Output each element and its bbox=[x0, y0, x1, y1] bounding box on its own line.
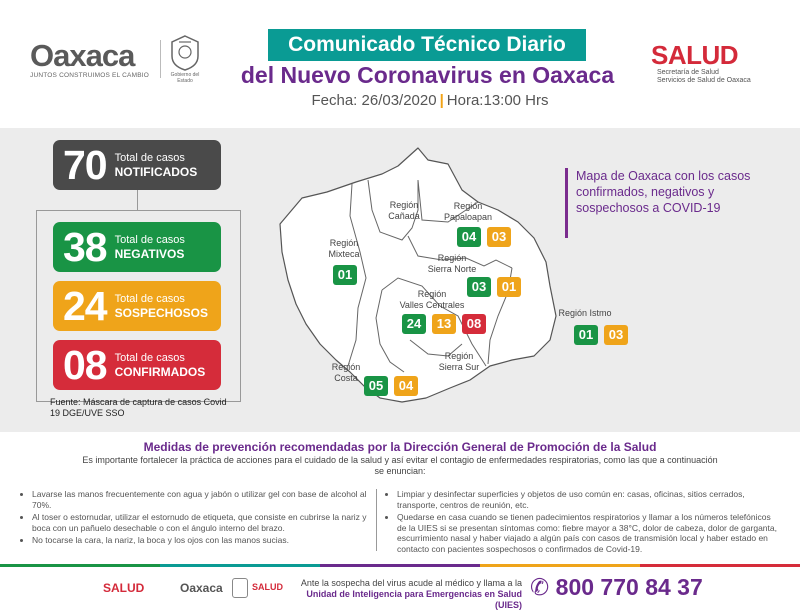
color-stripe bbox=[0, 564, 800, 567]
region-label: Cañada bbox=[388, 211, 420, 221]
footer-message-line-2: Unidad de Inteligencia para Emergencias en Salud (UIES) bbox=[306, 589, 522, 610]
region-label: Región bbox=[389, 200, 419, 210]
list-item: • Al toser o estornudar, utilizar el estornudo de etiqueta, que consiste en cubrirse la nariz y boca con un pañuelo desechable o con el ángulo interno del brazo. bbox=[32, 512, 367, 533]
region-label: Papaloapan bbox=[443, 212, 493, 222]
region-label: Costa bbox=[334, 373, 358, 383]
region-label: Región bbox=[453, 201, 483, 211]
salud-sub-line-2: Servicios de Salud de Oaxaca bbox=[657, 77, 751, 84]
stat-label: Total de casos bbox=[114, 352, 185, 364]
badge-negativos-istmo: 01 bbox=[574, 325, 598, 345]
stat-confirmados bbox=[53, 340, 221, 390]
header bbox=[0, 0, 800, 128]
stat-value: 70 bbox=[63, 141, 107, 188]
list-item: • No tocarse la cara, la nariz, la boca y los ojos con las manos sucias. bbox=[32, 535, 367, 546]
government-seal-icon bbox=[168, 34, 202, 72]
title-banner: Comunicado Técnico Diario bbox=[268, 29, 586, 61]
badge-negativos-papaloapan: 04 bbox=[457, 227, 481, 247]
stat-value: 08 bbox=[63, 341, 107, 388]
salud-sub-line-1: Secretaría de Salud bbox=[657, 69, 719, 76]
stat-label: Total de casos bbox=[114, 293, 185, 305]
badge-sospechosos-sierra-norte: 01 bbox=[497, 277, 521, 297]
footer-message bbox=[292, 578, 522, 611]
footer-salud-logo: SALUD bbox=[103, 581, 145, 595]
region-label: Sierra Norte bbox=[427, 264, 477, 274]
stat-value: 38 bbox=[63, 223, 107, 270]
region-valles-centrales bbox=[388, 289, 476, 311]
stat-value: 24 bbox=[63, 282, 107, 329]
footer-seal-icon bbox=[232, 578, 248, 598]
region-label: Mixteca bbox=[328, 249, 360, 259]
list-item: • Lavarse las manos frecuentemente con agua y jabón o utilizar gel con base de alcohol al 70%. bbox=[32, 489, 367, 510]
list-item: • Limpiar y desinfectar superficies y objetos de uso común en: casas, oficinas, sitios cerrados, transporte, centros de reunión, etc. bbox=[397, 489, 782, 510]
column-divider bbox=[376, 489, 377, 551]
region-label: Región bbox=[437, 253, 467, 263]
stat-label-bold: CONFIRMADOS bbox=[114, 365, 206, 379]
date-line bbox=[270, 92, 590, 109]
logo-divider bbox=[160, 40, 161, 78]
prevention-title: Medidas de prevención recomendadas por la Dirección General de Promoción de la Salud bbox=[143, 440, 657, 454]
oaxaca-logo-word: Oaxaca bbox=[30, 38, 135, 73]
region-canada bbox=[376, 200, 432, 222]
salud-logo: SALUD bbox=[651, 40, 739, 70]
government-label: Gobierno del Estado bbox=[170, 72, 200, 84]
region-label: Valles Centrales bbox=[399, 300, 465, 310]
badge-sospechosos-papaloapan: 03 bbox=[487, 227, 511, 247]
region-costa bbox=[326, 362, 366, 384]
prevention-intro: Es importante fortalecer la práctica de acciones para el cuidado de la salud y así evitar el contagio de enfermedades respiratorias, como las que a continuación se enuncian: bbox=[82, 455, 718, 476]
region-label: Sierra Sur bbox=[438, 362, 480, 372]
connector-line bbox=[137, 190, 138, 211]
stat-label-bold: NEGATIVOS bbox=[114, 247, 185, 261]
date-label: Fecha: 26/03/2020 bbox=[311, 92, 437, 109]
region-mixteca bbox=[316, 238, 372, 260]
badge-negativos-sierra-norte: 03 bbox=[467, 277, 491, 297]
badge-sospechosos-valles: 13 bbox=[432, 314, 456, 334]
badge-negativos-mixteca: 01 bbox=[333, 265, 357, 285]
salud-subtitle bbox=[657, 69, 751, 85]
title-subline: del Nuevo Coronavirus en Oaxaca bbox=[240, 62, 615, 88]
badge-negativos-costa: 05 bbox=[364, 376, 388, 396]
map-legend: Mapa de Oaxaca con los casos confirmados, negativos y sospechosos a COVID-19 bbox=[576, 169, 751, 215]
date-separator: | bbox=[439, 92, 444, 109]
stat-label: Total de casos bbox=[114, 152, 185, 164]
region-sierra-sur bbox=[434, 351, 484, 373]
stat-negativos bbox=[53, 222, 221, 272]
oaxaca-slogan: JUNTOS CONSTRUIMOS EL CAMBIO bbox=[30, 72, 150, 79]
hour-label: Hora:13:00 Hrs bbox=[446, 92, 549, 109]
source-note: Fuente: Máscara de captura de casos Covid 19 DGE/UVE SSO bbox=[50, 397, 227, 418]
region-label: Región bbox=[444, 351, 474, 361]
region-sierra-norte bbox=[420, 253, 484, 275]
stat-sospechosos bbox=[53, 281, 221, 331]
stat-notificados bbox=[53, 140, 221, 190]
phone-number[interactable] bbox=[530, 574, 703, 601]
stat-label: Total de casos bbox=[114, 234, 185, 246]
footer-salud-small-logo: SALUD bbox=[252, 582, 283, 592]
region-label: Región bbox=[331, 362, 361, 372]
legend-accent-bar bbox=[565, 168, 568, 238]
stat-label-bold: NOTIFICADOS bbox=[114, 165, 198, 179]
region-istmo bbox=[552, 308, 618, 319]
prevention-list-right bbox=[387, 489, 782, 556]
region-papaloapan bbox=[436, 201, 500, 223]
oaxaca-logo bbox=[30, 38, 149, 79]
footer-message-line-1: Ante la sospecha del virus acude al médico y llama a la bbox=[300, 578, 522, 588]
region-label: Región bbox=[329, 238, 359, 248]
oaxaca-map bbox=[272, 140, 562, 410]
phone-icon: ✆ bbox=[530, 574, 556, 600]
badge-confirmados-valles: 08 bbox=[462, 314, 486, 334]
badge-sospechosos-istmo: 03 bbox=[604, 325, 628, 345]
region-label: Región Istmo bbox=[558, 308, 612, 318]
badge-sospechosos-costa: 04 bbox=[394, 376, 418, 396]
badge-negativos-valles: 24 bbox=[402, 314, 426, 334]
list-item: • Quedarse en casa cuando se tienen padecimientos respiratorios y llamar a los números telefónicos de la UIES si se presentan síntomas como: fiebre mayor a 38°C, dolor de cabeza, dolor de garganta, escurrimiento nasal y haber viajado a algún país con casos de transmisión local y haber estado en contacto con pacientes sospechosos o confirmados de Covid-19. bbox=[397, 512, 782, 554]
phone-number-text: 800 770 84 37 bbox=[555, 574, 703, 600]
prevention-list-left bbox=[22, 489, 367, 548]
footer-oaxaca-logo: Oaxaca bbox=[180, 581, 223, 595]
region-label: Región bbox=[417, 289, 447, 299]
stat-label-bold: SOSPECHOSOS bbox=[114, 306, 208, 320]
